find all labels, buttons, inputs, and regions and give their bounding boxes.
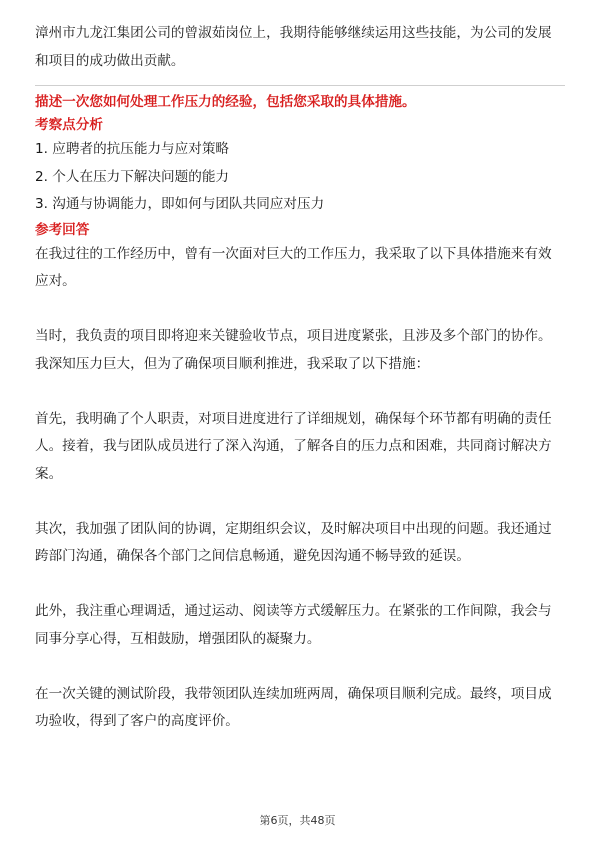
answer-paragraph: 在一次关键的测试阶段，我带领团队连续加班两周，确保项目顺利完成。最终，项目成功验收，得到了客户的高度评价。 bbox=[35, 685, 552, 729]
analysis-item: 2. 个人在压力下解决问题的能力 bbox=[35, 168, 230, 185]
answer-paragraph: 当时，我负责的项目即将迎来关键验收节点，项目进度紧张，且涉及多个部门的协作。我深知压力巨大，但为了确保项目顺利推进，我采取了以下措施： bbox=[35, 328, 552, 372]
page-content bbox=[35, 20, 565, 736]
paragraph-gap bbox=[35, 571, 565, 599]
answer-paragraph: 此外，我注重心理调适，通过运动、阅读等方式缓解压力。在紧张的工作间隙，我会与同事分享心得，互相鼓励，增强团队的凝聚力。 bbox=[35, 603, 552, 647]
paragraph-gap bbox=[35, 653, 565, 681]
intro-paragraph: 漳州市九龙江集团公司的曾淑茹岗位上，我期待能够继续运用这些技能，为公司的发展和项目的成功做出贡献。 bbox=[35, 25, 552, 69]
analysis-item: 1. 应聘者的抗压能力与应对策略 bbox=[35, 141, 230, 157]
paragraph-gap bbox=[35, 378, 565, 406]
page-number: 第6页，共48页 bbox=[259, 814, 336, 827]
answer-paragraph: 在我过往的工作经历中，曾有一次面对巨大的工作压力，我采取了以下具体措施来有效应对。 bbox=[35, 245, 552, 289]
question-heading: 描述一次您如何处理工作压力的经验，包括您采取的具体措施。 bbox=[35, 94, 416, 110]
paragraph-gap bbox=[35, 488, 565, 516]
analysis-item: 3. 沟通与协调能力，即如何与团队共同应对压力 bbox=[35, 196, 325, 212]
answer-paragraph: 其次，我加强了团队间的协调，定期组织会议，及时解决项目中出现的问题。我还通过跨部门沟通，确保各个部门之间信息畅通，避免因沟通不畅导致的延误。 bbox=[35, 520, 552, 564]
section-divider bbox=[35, 85, 565, 86]
paragraph-gap bbox=[35, 296, 565, 324]
analysis-title: 考察点分析 bbox=[35, 117, 103, 133]
answer-paragraph: 首先，我明确了个人职责，对项目进度进行了详细规划，确保每个环节都有明确的责任人。接着，我与团队成员进行了深入沟通，了解各自的压力点和困难，共同商讨解决方案。 bbox=[35, 410, 552, 482]
answer-title: 参考回答 bbox=[35, 221, 90, 238]
